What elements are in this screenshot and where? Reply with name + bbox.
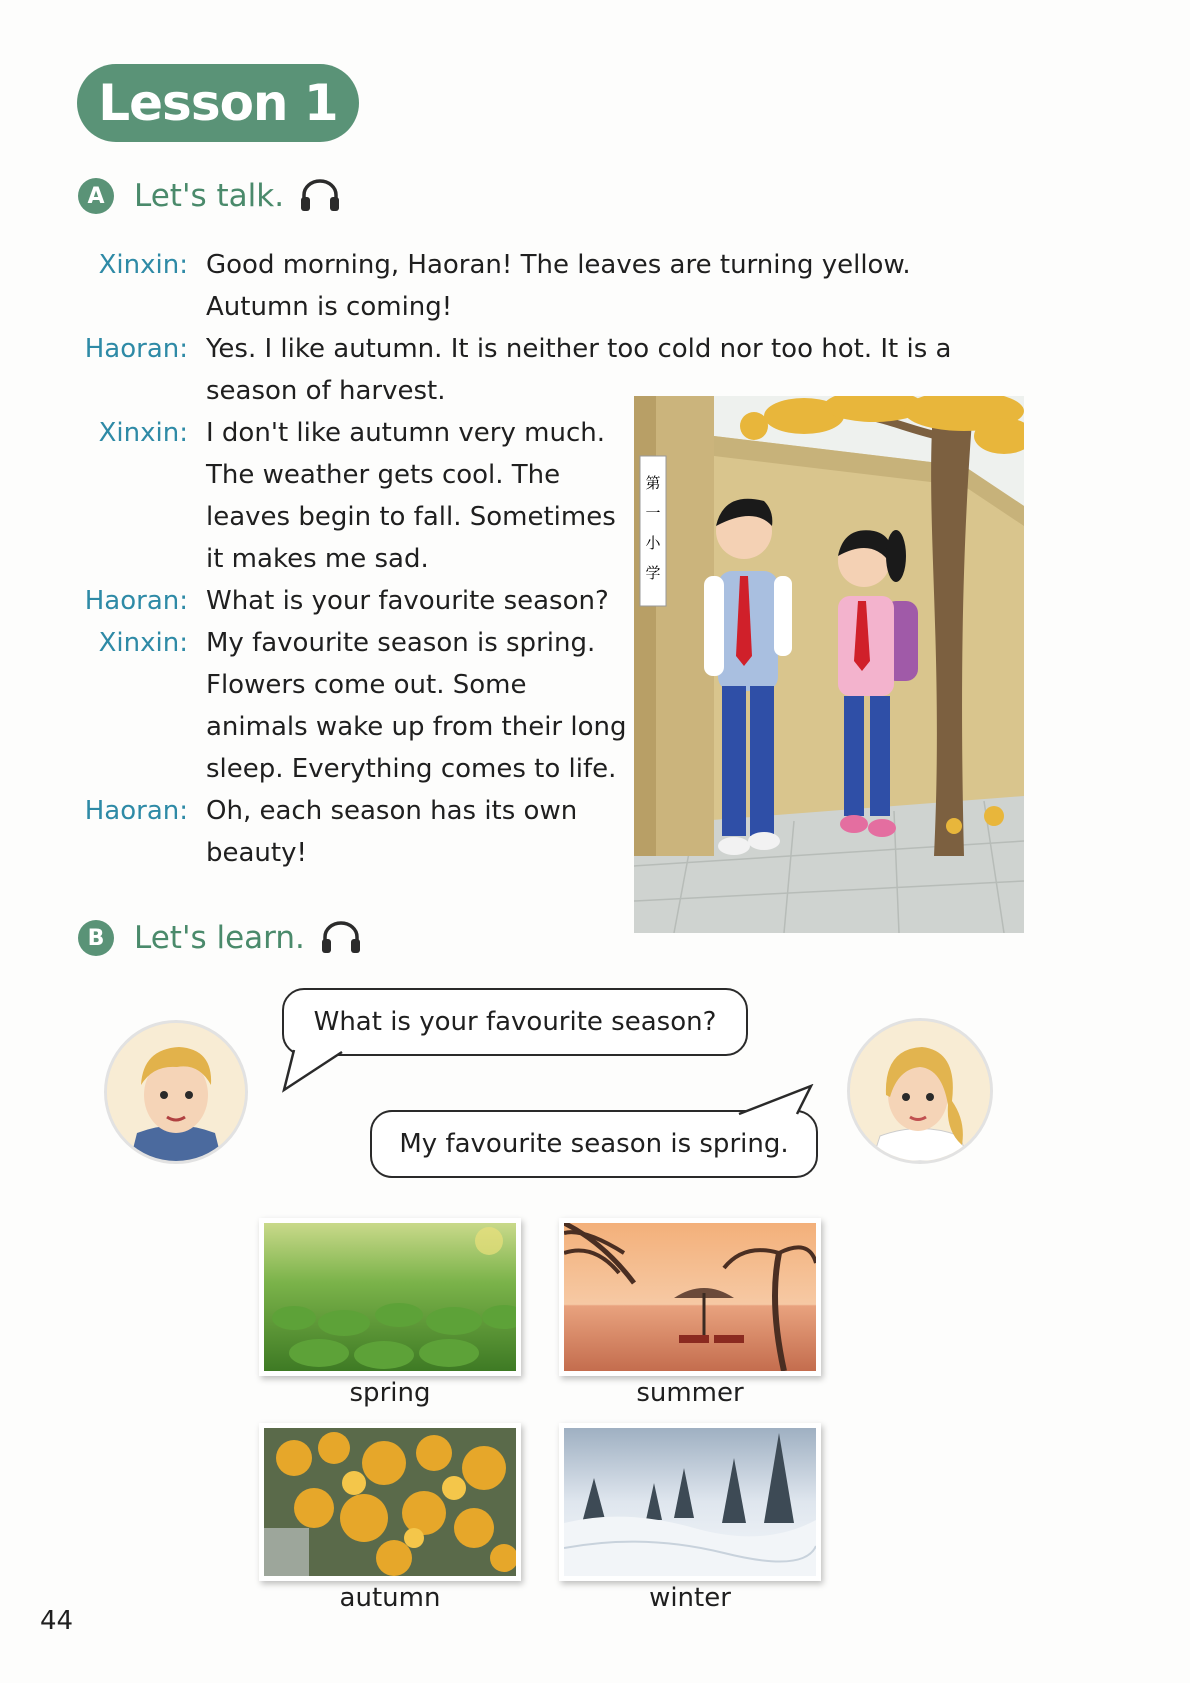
dialogue-line: it makes me sad. [206,544,429,574]
section-a-title: Let's talk. [134,178,285,214]
dialogue-line: Yes. I like autumn. It is neither too cold nor too hot. It is a [206,334,952,364]
season-label-spring: spring [349,1378,431,1408]
speaker-xinxin: Xinxin: [98,418,188,448]
boy-avatar [104,1020,248,1164]
question-bubble: What is your favourite season? [282,988,748,1056]
section-b-badge: B [78,920,114,956]
section-a-heading [78,178,342,214]
speaker-haoran: Haoran: [84,586,188,616]
headphones-icon[interactable] [298,179,342,213]
winter-photo [559,1423,821,1581]
dialogue-line: Flowers come out. Some [206,670,527,700]
season-label-winter: winter [649,1583,731,1613]
speaker-haoran: Haoran: [84,334,188,364]
dialogue-line: My favourite season is spring. [206,628,596,658]
autumn-photo [259,1423,521,1581]
season-label-autumn: autumn [339,1583,441,1613]
section-a-badge: A [78,178,114,214]
section-b-heading [78,920,363,956]
dialogue-line: What is your favourite season? [206,586,609,616]
gate-sign-char: 学 [645,564,661,582]
lesson-title: Lesson 1 [77,64,359,142]
answer-bubble-tail [735,1084,815,1118]
summer-photo [559,1218,821,1376]
dialogue-line: season of harvest. [206,376,446,406]
speaker-xinxin: Xinxin: [98,250,188,280]
speaker-haoran: Haoran: [84,796,188,826]
dialogue-line: beauty! [206,838,307,868]
dialogue-line: The weather gets cool. The [206,460,561,490]
page-number: 44 [40,1606,74,1636]
question-bubble-tail [282,1048,352,1094]
answer-bubble: My favourite season is spring. [370,1110,818,1178]
spring-photo [259,1218,521,1376]
headphones-icon[interactable] [319,921,363,955]
dialogue-line: leaves begin to fall. Sometimes [206,502,616,532]
dialogue-line: Oh, each season has its own [206,796,578,826]
gate-sign-char: 第 [645,474,661,492]
dialogue-line: Autumn is coming! [206,292,453,322]
dialogue-line: I don't like autumn very much. [206,418,605,448]
speaker-xinxin: Xinxin: [98,628,188,658]
season-label-summer: summer [636,1378,744,1408]
dialogue-line: Good morning, Haoran! The leaves are turning yellow. [206,250,911,280]
dialogue-line: animals wake up from their long [206,712,627,742]
gate-sign-char: 小 [645,534,661,552]
dialogue-line: sleep. Everything comes to life. [206,754,617,784]
section-b-title: Let's learn. [134,920,305,956]
gate-sign-char: 一 [645,504,661,522]
school-gate-illustration [634,396,1024,933]
girl-avatar [847,1018,993,1164]
